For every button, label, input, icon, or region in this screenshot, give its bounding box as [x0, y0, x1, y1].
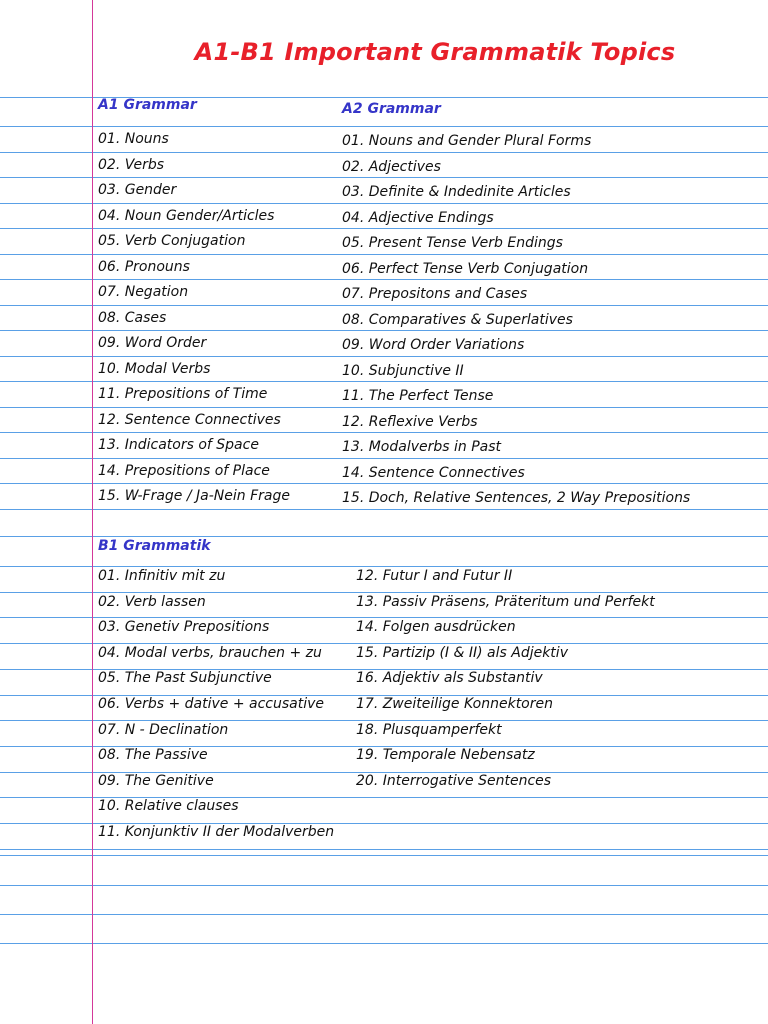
ruled-line [0, 279, 768, 280]
ruled-line [0, 943, 768, 944]
b1-topic-item: 14. Folgen ausdrücken [356, 619, 516, 636]
a1-topic-item: 13. Indicators of Space [98, 437, 259, 453]
a2-topic-item: 02. Adjectives [342, 158, 441, 175]
a2-topic-item: 04. Adjective Endings [342, 209, 494, 226]
a1-topic-item: 07. Negation [98, 284, 189, 300]
ruled-line [0, 407, 768, 408]
a2-topic-item: 06. Perfect Tense Verb Conjugation [342, 260, 589, 277]
ruled-line [0, 381, 768, 382]
a1-topic-item: 01. Nouns [98, 131, 169, 147]
ruled-line [0, 509, 768, 510]
ruled-line [0, 330, 768, 331]
b1-topic-item: 05. The Past Subjunctive [98, 670, 272, 687]
margin-line [92, 0, 93, 1024]
ruled-line [0, 356, 768, 357]
ruled-line [0, 483, 768, 484]
b1-topic-item: 12. Futur I and Futur II [356, 568, 513, 584]
a2-topic-item: 01. Nouns and Gender Plural Forms [342, 133, 592, 149]
a2-topic-item: 09. Word Order Variations [342, 337, 525, 353]
ruled-line [0, 855, 768, 856]
b1-topic-item: 20. Interrogative Sentences [356, 772, 552, 789]
a1-topic-item: 05. Verb Conjugation [98, 233, 246, 249]
ruled-line [0, 849, 768, 850]
b1-topic-item: 06. Verbs + dative + accusative [98, 696, 325, 712]
a1-topic-item: 11. Prepositions of Time [98, 386, 268, 402]
ruled-line [0, 305, 768, 306]
a1-topic-item: 08. Cases [98, 309, 167, 326]
a2-topic-item: 11. The Perfect Tense [342, 388, 494, 404]
b1-heading: B1 Grammatik [98, 538, 211, 554]
b1-topic-item: 18. Plusquamperfekt [356, 721, 502, 738]
b1-topic-item: 01. Infinitiv mit zu [98, 568, 226, 584]
a1-topic-item: 14. Prepositions of Place [98, 462, 270, 479]
a2-topic-item: 13. Modalverbs in Past [342, 439, 502, 455]
a2-topic-item: 12. Reflexive Verbs [342, 413, 478, 430]
ruled-line [0, 914, 768, 915]
a2-topic-item: 03. Definite & Indedinite Articles [342, 184, 571, 200]
b1-topic-item: 17. Zweiteilige Konnektoren [356, 696, 553, 712]
b1-topic-item: 16. Adjektiv als Substantiv [356, 670, 543, 687]
ruled-line [0, 458, 768, 459]
ruled-line [0, 254, 768, 255]
b1-topic-item: 03. Genetiv Prepositions [98, 619, 270, 636]
b1-topic-item: 07. N - Declination [98, 721, 229, 738]
a1-topic-item: 15. W-Frage / Ja-Nein Frage [98, 488, 290, 504]
ruled-line [0, 228, 768, 229]
a2-heading: A2 Grammar [342, 101, 441, 117]
ruled-line [0, 177, 768, 178]
b1-topic-item: 10. Relative clauses [98, 798, 239, 815]
a1-topic-item: 09. Word Order [98, 335, 207, 351]
ruled-line [0, 885, 768, 886]
a2-topic-item: 07. Prepositons and Cases [342, 286, 528, 302]
a1-topic-item: 04. Noun Gender/Articles [98, 207, 275, 224]
b1-topic-item: 09. The Genitive [98, 772, 214, 789]
b1-topic-item: 11. Konjunktiv II der Modalverben [98, 824, 335, 840]
a1-topic-item: 12. Sentence Connectives [98, 411, 281, 428]
a1-topic-item: 10. Modal Verbs [98, 360, 211, 377]
a1-heading: A1 Grammar [98, 97, 197, 113]
a2-topic-item: 14. Sentence Connectives [342, 464, 525, 481]
a1-topic-item: 03. Gender [98, 182, 177, 198]
a1-topic-item: 06. Pronouns [98, 258, 190, 275]
ruled-line [0, 203, 768, 204]
a1-topic-item: 02. Verbs [98, 156, 165, 173]
b1-topic-item: 08. The Passive [98, 747, 208, 764]
b1-topic-item: 13. Passiv Präsens, Präteritum und Perfekt [356, 593, 655, 610]
page-title: A1-B1 Important Grammatik Topics [194, 38, 676, 66]
b1-topic-item: 19. Temporale Nebensatz [356, 747, 535, 764]
b1-topic-item: 04. Modal verbs, brauchen + zu [98, 644, 322, 661]
b1-topic-item: 02. Verb lassen [98, 593, 206, 610]
ruled-line [0, 536, 768, 537]
ruled-line [0, 432, 768, 433]
ruled-line [0, 126, 768, 127]
a2-topic-item: 10. Subjunctive II [342, 362, 464, 379]
a2-topic-item: 15. Doch, Relative Sentences, 2 Way Prepositions [342, 490, 691, 506]
a2-topic-item: 05. Present Tense Verb Endings [342, 235, 563, 251]
ruled-line [0, 152, 768, 153]
a2-topic-item: 08. Comparatives & Superlatives [342, 311, 573, 328]
b1-topic-item: 15. Partizip (I & II) als Adjektiv [356, 644, 568, 661]
